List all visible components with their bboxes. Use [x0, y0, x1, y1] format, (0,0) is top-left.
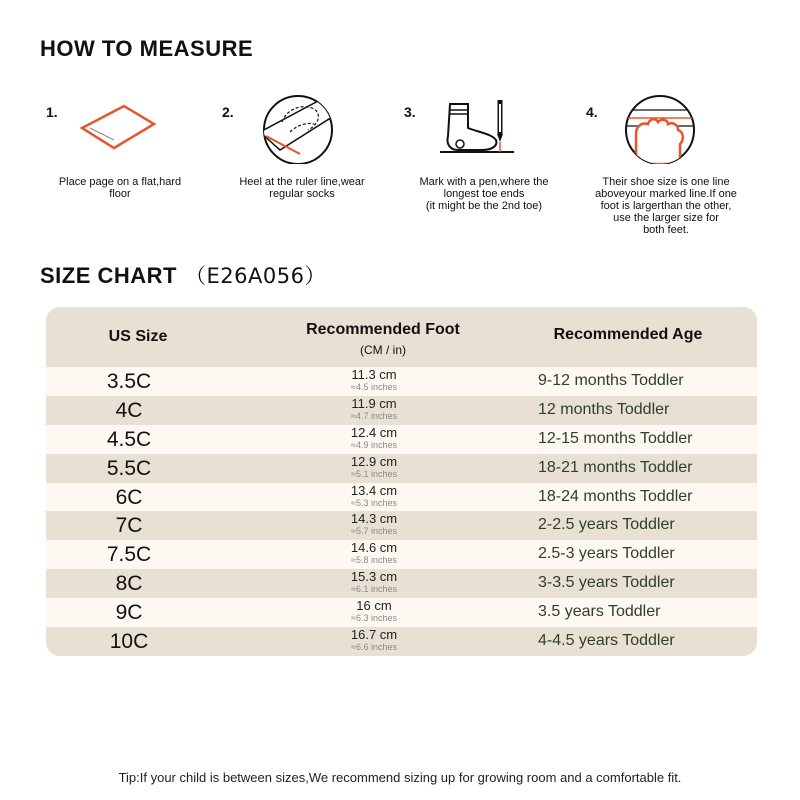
age-cell: 3.5 years Toddler [538, 603, 661, 621]
header-recommended-age [528, 307, 728, 367]
table-row [46, 367, 757, 396]
header-us-size-label: US Size [108, 328, 168, 345]
table-row [46, 483, 757, 512]
table-row [46, 540, 757, 569]
age-cell: 12-15 months Toddler [538, 429, 693, 447]
table-row [46, 454, 757, 483]
foot-cm-cell: 15.3 cm [350, 569, 398, 585]
step-number: 2. [222, 104, 234, 120]
step-number: 4. [586, 104, 598, 120]
header-recommended-foot [266, 307, 500, 367]
header-foot-unit: (CM / in) [360, 343, 406, 357]
header-foot-label: Recommended Foot [306, 321, 460, 338]
foot-inches-cell: ≈5.8 inches [351, 555, 397, 566]
foot-cm-cell: 16 cm [356, 598, 392, 614]
foot-inches-cell: ≈6.3 inches [351, 613, 397, 624]
foot-inches-cell: ≈5.1 inches [351, 468, 397, 479]
step-caption: Heel at the ruler line,wear regular socks [239, 176, 365, 200]
foot-cm-cell: 11.9 cm [351, 395, 397, 411]
step-caption: Mark with a pen,where the longest toe ends (it might be the 2nd toe) [419, 176, 549, 212]
table-row [46, 627, 757, 656]
table-row [46, 396, 757, 425]
foot-cm-cell: 11.3 cm [351, 367, 397, 382]
foot-inches-cell: ≈4.5 inches [351, 382, 397, 392]
step-caption: Place page on a flat,hard floor [58, 176, 182, 200]
heel-at-ruler-icon [260, 92, 340, 164]
table-row [46, 425, 757, 454]
table-row [46, 511, 757, 540]
table-row [46, 569, 757, 598]
us-size-cell: 5.5C [106, 456, 152, 480]
us-size-cell: 7.5C [106, 543, 152, 567]
foot-inches-cell: ≈4.7 inches [351, 410, 397, 421]
foot-inches-cell: ≈6.6 inches [351, 642, 397, 653]
size-chart-table [46, 307, 757, 656]
us-size-cell: 10C [109, 630, 149, 654]
foot-cm-cell: 13.4 cm [350, 482, 398, 498]
size-chart-code: （E26A056） [185, 264, 326, 288]
table-header [46, 307, 757, 367]
sizing-tip: Tip:If your child is between sizes,We recommend sizing up for growing room and a comfortable fit. [118, 770, 682, 785]
age-cell: 3-3.5 years Toddler [538, 574, 675, 592]
age-cell: 18-24 months Toddler [538, 487, 693, 505]
mark-with-pen-icon [438, 98, 518, 158]
step-caption: Their shoe size is one line aboveyour marked line.If one foot is largerthan the other, use the larger size for both feet. [595, 176, 737, 236]
paper-on-floor-icon [78, 98, 158, 158]
us-size-cell: 9C [115, 601, 143, 625]
foot-inches-cell: ≈5.3 inches [351, 497, 397, 508]
us-size-cell: 8C [115, 572, 143, 596]
us-size-cell: 4C [115, 398, 143, 422]
foot-inches-cell: ≈5.7 inches [351, 526, 397, 537]
foot-inches-cell: ≈4.9 inches [351, 439, 397, 450]
age-cell: 9-12 months Toddler [538, 372, 684, 389]
us-size-cell: 6C [115, 485, 143, 509]
size-chart-heading [40, 260, 326, 290]
foot-cm-cell: 12.9 cm [350, 453, 398, 469]
age-cell: 2.5-3 years Toddler [538, 545, 675, 563]
how-to-measure-title: HOW TO MEASURE [40, 36, 254, 61]
table-body [46, 367, 757, 656]
header-age-label: Recommended Age [553, 326, 703, 343]
foot-cm-cell: 12.4 cm [350, 424, 398, 440]
age-cell: 18-21 months Toddler [538, 458, 693, 476]
foot-cm-cell: 14.6 cm [350, 540, 398, 556]
age-cell: 4-4.5 years Toddler [538, 632, 675, 650]
step-number: 1. [46, 104, 58, 120]
foot-cm-cell: 16.7 cm [350, 627, 398, 643]
toe-line-icon [622, 92, 702, 164]
foot-cm-cell: 14.3 cm [350, 511, 398, 527]
size-chart-title: SIZE CHART [40, 263, 177, 288]
header-us-size [86, 307, 190, 367]
step-number: 3. [404, 104, 416, 120]
us-size-cell: 7C [115, 514, 143, 538]
foot-inches-cell: ≈6.1 inches [351, 584, 397, 595]
age-cell: 2-2.5 years Toddler [538, 516, 675, 534]
table-row [46, 598, 757, 627]
us-size-cell: 3.5C [106, 370, 152, 393]
age-cell: 12 months Toddler [538, 400, 670, 418]
us-size-cell: 4.5C [106, 427, 152, 451]
